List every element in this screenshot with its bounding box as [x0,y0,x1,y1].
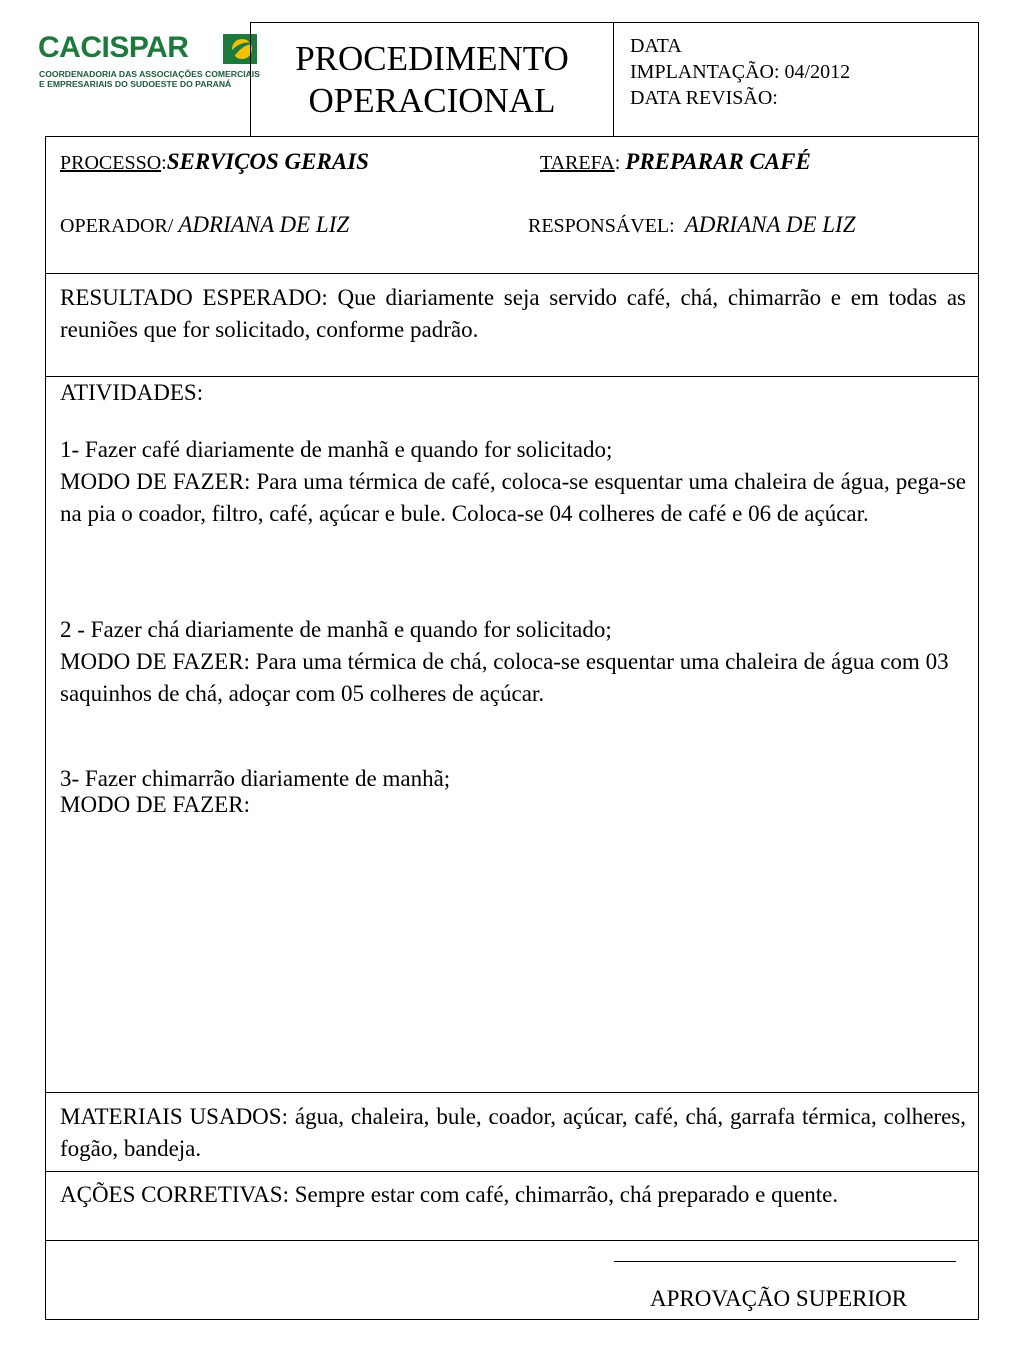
date-label: DATA [630,35,682,57]
atividade-item-3 [60,766,966,818]
atividades-section [46,377,978,1093]
materiais-section [46,1093,978,1172]
date-box [613,22,979,137]
processo-separator: : [161,152,167,174]
resultado-section [46,274,978,377]
process-section [46,137,978,274]
acoes-text: AÇÕES CORRETIVAS: Sempre estar com café, chimarrão, chá preparado e quente. [60,1182,839,1207]
tarefa-separator: : [614,152,626,174]
operador-value: ADRIANA DE LIZ [178,212,350,237]
tarefa-label: TAREFA [540,152,615,174]
revisao-date: DATA REVISÃO: [630,87,778,109]
processo-value: SERVIÇOS GERAIS [166,149,369,174]
atividade-modo-3: MODO DE FAZER: [60,792,250,817]
logo-subtitle-line1: COORDENADORIA DAS ASSOCIAÇÕES COMERCIAIS [39,69,260,79]
acoes-section [46,1172,978,1241]
logo-wordmark: CACISPAR [38,31,189,64]
operador-field [60,209,349,242]
processo-field [60,146,369,179]
atividade-item-1 [60,434,966,530]
responsavel-field [528,209,856,242]
document-title [250,22,614,137]
atividade-modo-1: MODO DE FAZER: Para uma térmica de café, coloca-se esquentar uma chaleira de água, pega-se na pia o coador, filtro, café, açúcar e bule. Coloca-se 04 colheres de café e 06 de açúcar. [60,469,966,526]
atividade-modo-2: MODO DE FAZER: Para uma térmica de chá, coloca-se esquentar uma chaleira de água com 03 saquinhos de chá, adoçar com 05 colheres de açúcar. [60,649,949,706]
materiais-text: MATERIAIS USADOS: água, chaleira, bule, coador, açúcar, café, chá, garrafa térmica, colheres, fogão, bandeja. [60,1104,966,1161]
aprovacao-label: APROVAÇÃO SUPERIOR [650,1286,908,1311]
title-line1: PROCEDIMENTO [295,38,569,78]
resultado-text: RESULTADO ESPERADO: Que diariamente seja servido café, chá, chimarrão e em todas as reuniões que for solicitado, conforme padrão. [60,285,966,342]
implantacao-date: IMPLANTAÇÃO: 04/2012 [630,61,851,83]
atividades-heading: ATIVIDADES: [60,380,204,405]
atividade-item-2 [60,614,966,710]
signature-line [614,1261,956,1262]
processo-label: PROCESSO [60,152,162,174]
atividade-title-3: 3- Fazer chimarrão diariamente de manhã; [60,766,451,791]
procedure-form [45,136,979,1320]
logo-subtitle-line2: E EMPRESARIAIS DO SUDOESTE DO PARANÁ [39,79,232,89]
title-line2: OPERACIONAL [308,80,556,120]
atividade-title-1: 1- Fazer café diariamente de manhã e quando for solicitado; [60,437,613,462]
tarefa-field [540,146,811,179]
cacispar-logo [38,30,260,96]
aprovacao-section [46,1241,978,1319]
operador-label: OPERADOR/ [60,215,179,237]
atividade-title-2: 2 - Fazer chá diariamente de manhã e quando for solicitado; [60,617,612,642]
tarefa-value: PREPARAR CAFÉ [625,149,811,174]
responsavel-label: RESPONSÁVEL: [528,215,685,237]
responsavel-value: ADRIANA DE LIZ [684,212,856,237]
